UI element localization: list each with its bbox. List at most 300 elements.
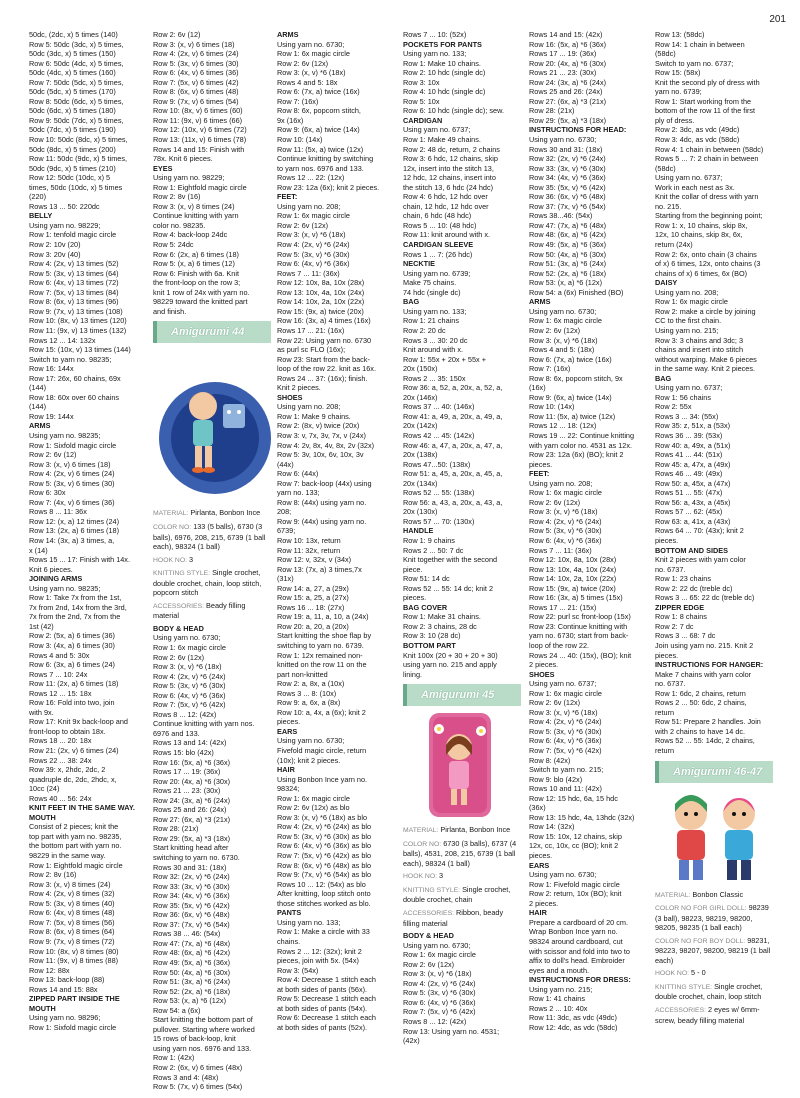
pattern-line: Consist of 2 pieces; knit the	[29, 822, 119, 832]
section-heading: INSTRUCTIONS FOR HANGER:	[655, 660, 764, 670]
pattern-line: Row 6: 10 hdc (single dc); sew.	[403, 106, 504, 116]
materials-info-key: MATERIAL:	[655, 891, 691, 899]
section-heading: CARDIGAN SLEEVE	[403, 240, 474, 250]
pattern-line: Rows 18 ... 20: 18x	[29, 736, 92, 746]
pattern-line: Row 4: (2x, v) *6 (24x)	[153, 671, 226, 681]
pattern-line: Row 5: 50dc (3dc, x) 5 times,	[29, 39, 124, 49]
pattern-line: Row 23: Continue knitting with	[529, 621, 628, 631]
amigurumi-44-photo	[153, 346, 271, 504]
materials-info-value: 133 (5 balls), 6730 (3 balls), 6976, 208, 215, 6739 (1 ball each), 98324 (1 ball)	[153, 521, 266, 552]
pattern-line: Row 3: (x, v) *6 (18x) as blo	[277, 812, 368, 822]
pattern-line: Row 8: (6x, v) 6 times (48)	[153, 87, 239, 97]
pattern-line: Switch to yarn no. 6737;	[655, 58, 734, 68]
pattern-line: Row 11: (9x, v) 13 times (132)	[29, 325, 127, 335]
pattern-line: Row 2: 3 chains, 28 dc	[403, 621, 477, 631]
pattern-line: Row 45: a, 47x, a (49x)	[655, 459, 731, 469]
pattern-line: Row 3: 6 hdc, 12 chains, skip	[403, 154, 498, 164]
pattern-line: Row 51: (3x, a) *6 (24x)	[529, 259, 607, 269]
pattern-line: Row 51: a, 45, a, 20x, a, 45, a,	[403, 469, 503, 479]
materials-info-value: Pirlanta, Bonbon Ince	[440, 825, 511, 835]
pattern-line: Row 12: 10x, 8a, 10x (28x)	[529, 555, 617, 565]
pattern-line: Row 1: 56 chains	[655, 392, 711, 402]
pattern-line: Row 28: (21x)	[529, 106, 575, 116]
pattern-line: 50dc (6dc, x) 5 times (180)	[29, 106, 116, 116]
pattern-line: yarn no. 6739;	[655, 87, 702, 97]
pattern-line: Row 10: (14x)	[277, 135, 323, 145]
pattern-line: Row 10: (8x, v) 13 times (120)	[29, 316, 127, 326]
pattern-line: Row 36: (6x, v) *6 (48x)	[153, 910, 230, 920]
pattern-line: Row 3: (4x, a) 6 times (30)	[29, 641, 115, 650]
pattern-line: Row 2: 6x, onto chain (3 chains	[655, 249, 757, 259]
pattern-line: Using yarn no. 98296;	[29, 1013, 101, 1023]
pattern-line: Row 35: (5x, v) *6 (42x)	[153, 900, 230, 910]
pattern-line: of x) 6 times, 12x, onto chains (3	[655, 259, 761, 269]
materials-info-row	[403, 839, 521, 869]
pattern-line: Row 23: 12a (6x); knit 2 pieces.	[277, 182, 380, 192]
pattern-line: Row 3: (54x)	[277, 965, 319, 975]
pattern-line: Row 13: 15 hdc, 4a, 13hdc (32x)	[529, 812, 635, 822]
pattern-line: Row 2: 20 dc	[403, 325, 446, 335]
pattern-line: Row 34: (4x, v) *6 (36x)	[529, 173, 606, 183]
pattern-line: Using yarn no. 6730;	[277, 39, 345, 49]
section-heading: BAG COVER	[403, 602, 448, 612]
pattern-line: Rows 17 ... 21: (15x)	[529, 602, 597, 612]
materials-info-row	[655, 936, 773, 966]
pattern-line: Row 32: (2x, v) *6 (24x)	[529, 154, 606, 164]
pattern-line: Row 22: purl sc front-loop (15x)	[529, 612, 631, 622]
pattern-line: Row 4: (2x, v) 6 times (24)	[153, 49, 239, 59]
pattern-line: 7x from the 2nd, 7x from the	[29, 612, 121, 622]
pattern-line: Row 4: (2x, v) 8 times (32)	[29, 889, 115, 899]
pattern-line: Rows 17 ... 19: (36x)	[529, 49, 597, 59]
pattern-line: Row 5: (3x, v) 6 times (30)	[153, 58, 239, 68]
pattern-line: Row 11: 3dc, as vdc (49dc)	[529, 1013, 617, 1023]
pattern-line: Rows 4 and 5: 18x	[277, 77, 338, 87]
pattern-line: Start knitting the bottom part of	[153, 1015, 253, 1025]
materials-info-value: Bonbon Classic	[692, 889, 744, 899]
pattern-line: Rows 52 ... 55: (138x)	[403, 488, 475, 498]
pattern-line: Row 1: tenfold magic circle	[29, 230, 117, 240]
pattern-line: chains of x) 6 times, 6x (BO)	[655, 268, 748, 278]
pattern-line: Row 24: (3x, a) *6 (24x)	[153, 795, 231, 805]
pattern-line: 50dc, (2dc, x) 5 times (140)	[29, 30, 118, 39]
pattern-line: Row 2: 6v (12)	[29, 450, 77, 460]
pattern-line: Rows 64 ... 70: (43x); knit 2	[655, 526, 744, 536]
materials-info-value: 3	[439, 871, 444, 881]
amigurumi-section-banner: Amigurumi 44	[153, 321, 271, 343]
pattern-line: Row 7: (5x, v) *6 (42x)	[403, 1007, 476, 1017]
section-heading: HAIR	[529, 908, 547, 918]
pattern-line: Row 6: 50dc (4dc, x) 5 times,	[29, 58, 124, 68]
pattern-line: Knit together with the second	[403, 555, 498, 565]
pattern-line: Row 6: (4x, v) 6 times (36)	[153, 68, 239, 78]
pattern-line: Row 1: Make 10 chains.	[403, 58, 481, 68]
pattern-line: Row 2: make a circle by joining	[655, 306, 756, 316]
materials-info-key: ACCESSORIES:	[153, 602, 204, 610]
pattern-line: part non-knitted	[277, 669, 328, 679]
pattern-line: Rows 3 ... 34: (55x)	[655, 411, 719, 421]
pattern-line: Row 9: blo (42x)	[529, 774, 583, 784]
pattern-line: Row 1: 6x magic circle	[277, 793, 350, 803]
pattern-line: Row 29: (5x, a) *3 (18x)	[529, 115, 607, 125]
materials-info-value: 98239 (3 ball), 98223, 98219, 98200, 98205, 98235 (1 ball each)	[655, 903, 769, 933]
pattern-line: Row 10: (14x)	[529, 402, 575, 412]
pattern-line: Row 2: 10v (20)	[29, 240, 81, 250]
pattern-line: Row 1: 9 chains	[403, 535, 455, 545]
pattern-line: Row 46: a, 47, a, 20x, a, 47, a,	[403, 440, 503, 450]
pattern-line: Row 1: 21 chains	[403, 316, 459, 326]
pattern-line: Row 5: (3x, v) 13 times (64)	[29, 268, 119, 278]
pattern-line: Using yarn no. 215;	[529, 984, 593, 994]
pattern-line: Row 15: (58x)	[655, 68, 701, 78]
materials-info-row	[403, 871, 521, 882]
section-heading: BODY & HEAD	[153, 623, 204, 633]
pattern-line: Row 1: 41 chains	[529, 994, 585, 1004]
pattern-line: knit 1 row of 24x with yarn no.	[153, 287, 250, 297]
pattern-line: Row 12: 15 hdc, 6a, 15 hdc	[529, 793, 618, 803]
pattern-line: pieces.	[529, 851, 553, 861]
pattern-line: Row 3: (x, v) *6 (18x)	[277, 230, 346, 240]
pattern-line: Knit 100x (20 + 30 + 20 + 30)	[403, 650, 498, 660]
pattern-line: Row 5: (3x, v) *6 (30x)	[529, 726, 602, 736]
pattern-line: Row 5: (3x, v) *6 (30x)	[529, 526, 602, 536]
pattern-line: Row 3: (x, v) *6 (18x)	[529, 707, 598, 717]
pattern-line: Rows 5 ... 10: (48 hdc)	[403, 220, 477, 230]
section-heading: ARMS	[529, 297, 551, 307]
pattern-line: Rows 30 and 31: (18x)	[153, 862, 227, 872]
pattern-line: Row 5: (x, a) 6 times (12)	[153, 259, 235, 269]
pattern-line: Row 9: a, 6x, a (8x)	[277, 698, 341, 708]
pattern-line: return	[655, 707, 675, 717]
pattern-line: Row 1: 6x magic circle	[277, 49, 350, 59]
pattern-line: Row 1: (42x)	[153, 1053, 195, 1063]
materials-info-value: 2 eyes w/ 6mm-screw, beady filling material	[655, 1005, 760, 1025]
pattern-line: ply of dress.	[655, 115, 695, 125]
pattern-line: 98324 around cardboard, cut	[529, 936, 623, 946]
pattern-line: Row 13: (11x, v) 6 times (78)	[153, 135, 247, 145]
pattern-line: 50dc (7dc, x) 5 times (190)	[29, 125, 116, 135]
pattern-line: Rows 30 and 31: (18x)	[529, 144, 603, 154]
pattern-line: Row 7: (4x, v) 6 times (36)	[29, 497, 115, 507]
pattern-line: front-loop to obtain 18x.	[29, 726, 106, 736]
pattern-line: Knit around with x.	[403, 345, 464, 355]
pattern-line: return	[655, 746, 675, 756]
pattern-line: Row 11: 32x, return	[277, 545, 341, 555]
pattern-line: Row 3: 10x	[403, 77, 440, 87]
pattern-line: Row 14: (3x, a) 3 times, a,	[29, 535, 115, 545]
pattern-line: 20x (130x)	[403, 507, 438, 517]
section-heading: PANTS	[277, 908, 302, 918]
pattern-line: Row 48: (6x, a) *6 (42x)	[153, 948, 231, 958]
materials-info-value: Single crochet, double crochet, chain, loop stitch	[655, 981, 763, 1002]
pattern-line: Row 2: 8v (16)	[29, 870, 77, 880]
pattern-line: Rows 12 ... 18: (12x)	[529, 421, 597, 431]
pattern-line: Row 2: 3dc, as vdc (49dc)	[655, 125, 740, 135]
pattern-line: Rows 21 ... 23: (30x)	[529, 68, 597, 78]
section-heading: BAG	[655, 373, 672, 383]
pattern-line: 50dc (9dc, x) 5 times (210)	[29, 163, 116, 173]
pattern-line: Row 1: Take 7x from the 1st,	[29, 593, 122, 603]
pattern-line: Row 1: Sixfold magic circle	[29, 1022, 117, 1032]
materials-info-value: Single crochet, double crochet, chain	[403, 884, 511, 905]
pattern-line: Row 13: (2x, a) 6 times (18)	[29, 526, 120, 536]
section-heading: BODY & HEAD	[403, 931, 454, 941]
pattern-line: Start knitting head after	[153, 843, 229, 853]
pattern-line: Row 1: 12x remained non-	[277, 650, 363, 660]
pattern-line: Row 9: (44x) using yarn no.	[277, 516, 367, 526]
pattern-line: pieces.	[529, 459, 553, 469]
pattern-line: times, 50dc (10dc, x) 5 times	[29, 182, 123, 192]
pattern-line: Row 20: (4x, a) *6 (30x)	[153, 776, 231, 786]
pattern-line: Row 2: 8v (16)	[153, 192, 201, 202]
pattern-line: Row 2: a, 8x, a (10x)	[277, 679, 345, 689]
pattern-line: 2 pieces.	[529, 898, 559, 908]
pattern-line: Using yarn no. 98229;	[29, 220, 101, 230]
pattern-line: Row 2: 6v (12x)	[529, 698, 581, 708]
pattern-line: with yarn color no. 4531 as 12x.	[529, 440, 633, 450]
pattern-line: Using yarn no. 6730;	[403, 940, 471, 950]
pattern-line: Row 15: a, 25, a (27x)	[277, 593, 349, 603]
pattern-line: Row 14: a, 27, a (29x)	[277, 583, 349, 593]
pattern-line: 12x, cc, 10x, cc (BO); knit 2	[529, 841, 619, 851]
pattern-line: Row 14: (32x)	[529, 822, 575, 832]
materials-info-row	[655, 1005, 773, 1025]
pattern-line: Rows 17 ... 19: (36x)	[153, 767, 221, 777]
pattern-line: Rows 13 and 14: (42x)	[153, 738, 227, 748]
pattern-line: Row 4: Decrease 1 stitch each	[277, 975, 376, 985]
pattern-line: Rows 13 ... 50: 220dc	[29, 201, 100, 211]
materials-info-key: COLOR NO:	[153, 523, 192, 531]
pattern-line: Row 13: (7x, a) 3 times,7x	[277, 564, 362, 574]
pattern-line: Row 27: (6x, a) *3 (21x)	[153, 814, 231, 824]
pattern-line: Using yarn no. 6737;	[403, 125, 471, 135]
pattern-line: Row 7: 50dc (5dc, x) 5 times,	[29, 77, 124, 87]
pattern-line: Using yarn no. 6730;	[277, 736, 345, 746]
pattern-line: Row 33: (3x, v) *6 (30x)	[153, 881, 230, 891]
pattern-line: Row 51: (3x, a) *6 (24x)	[153, 977, 231, 987]
pattern-line: Row 1: Sixfold magic circle	[29, 440, 117, 450]
amigurumi-section-banner: Amigurumi 45	[403, 684, 521, 706]
column-2	[153, 30, 271, 1094]
pattern-line: Row 14: 1 chain in between	[655, 39, 745, 49]
pattern-line: Using yarn no. 215;	[655, 325, 719, 335]
pattern-line: Wrap Bonbon Ince yarn no.	[529, 927, 618, 937]
pattern-line: Row 6: (4x, v) *6 (36x)	[277, 259, 350, 269]
pattern-line: Row 16: Fold into two, join	[29, 698, 115, 708]
pattern-line: Row 12: (10x, v) 6 times (72)	[153, 125, 247, 135]
materials-info-row	[153, 508, 271, 519]
materials-info-row	[655, 968, 773, 979]
materials-info-row	[655, 903, 773, 933]
pattern-line: 50dc (8dc, x) 5 times (200)	[29, 144, 116, 154]
pattern-line: Make 75 chains.	[403, 278, 457, 288]
pattern-line: Start knitting the shoe flap by	[277, 631, 372, 641]
pattern-line: (36x)	[529, 803, 546, 813]
pattern-line: Row 35: z, 51x, a (53x)	[655, 421, 731, 431]
section-heading: HANDLE	[403, 526, 434, 536]
section-heading: BOTTOM AND SIDES	[655, 545, 728, 555]
section-heading: DAISY	[655, 278, 678, 288]
pattern-line: chains.	[277, 936, 301, 946]
pattern-line: Row 5: (7x, v) 6 times (54x)	[153, 1082, 243, 1092]
pattern-line: Row 12: 88x	[29, 965, 70, 975]
materials-info-value: 6730 (3 balls), 6737 (4 balls), 4531, 208, 215, 6739 (1 ball each), 98324 (1 ball)	[403, 838, 517, 868]
pattern-line: Rows 14 and 15: (42x)	[529, 30, 603, 39]
materials-info-key: ACCESSORIES:	[655, 1007, 706, 1015]
pattern-line: at both sides of pants (52x).	[277, 1022, 368, 1032]
pattern-line: Row 3: (x, v) 6 times (18)	[29, 459, 111, 469]
pattern-line: Using yarn no. 98229;	[153, 173, 225, 183]
pattern-line: Rows 40 ... 56: 24x	[29, 793, 92, 803]
pattern-line: Row 1: Start working from the	[655, 96, 752, 106]
pattern-line: Row 2: 6v (12x)	[529, 497, 581, 507]
pattern-line: Row 6: (3x, a) 6 times (24)	[29, 660, 115, 670]
pattern-line: 98324;	[277, 784, 300, 794]
pattern-line: Rows 15: blo (42x)	[153, 747, 214, 757]
pattern-line: Rows 1 ... 7: (26 hdc)	[403, 249, 473, 259]
pattern-line: the bottom part with yarn no.	[29, 841, 122, 851]
section-heading: SHOES	[277, 392, 303, 402]
pattern-line: Row 4: 2v, 8x, 4v, 8x, 2v (32x)	[277, 440, 375, 450]
pattern-line: Row 15: (9x, a) twice (20x)	[277, 306, 364, 316]
pattern-line: with 2 chains to have 14 dc.	[655, 726, 746, 736]
pattern-line: Row 11: (5x, a) twice (12x)	[277, 144, 364, 154]
pattern-line: Row 1: Make 31 chains.	[403, 612, 481, 622]
pattern-line: Row 7: (5x, v) *6 (42x)	[529, 746, 602, 756]
pattern-line: Row 1: 6x magic circle	[153, 642, 226, 652]
pattern-line: Fivefold magic circle, return	[277, 746, 367, 756]
pattern-line: Row 4: back-loop 24dc	[153, 230, 228, 240]
pattern-line: Row 2: 10 hdc (single dc)	[403, 68, 486, 78]
materials-info-key: MATERIAL:	[403, 827, 439, 835]
pattern-line: Row 9: (6x, a) twice (14x)	[529, 392, 612, 402]
pattern-line: Row 6: 30x	[29, 488, 66, 498]
pattern-line: Row 50: (4x, a) *6 (30x)	[153, 967, 231, 977]
pattern-line: Row 21: (2x, v) 6 times (24)	[29, 746, 119, 756]
pattern-line: Row 2: 48 dc, return, 2 chains	[403, 144, 500, 154]
pattern-line: pieces.	[655, 650, 679, 660]
pattern-line: Row 11: (5x, a) twice (12x)	[529, 411, 616, 421]
pattern-line: return (24x)	[655, 240, 693, 250]
pattern-line: Row 8: 50dc (6dc, x) 5 times,	[29, 96, 124, 106]
pattern-line: Row 19: a, 11, a, 10, a (24x)	[277, 612, 369, 622]
pattern-line: 20x (134x)	[403, 478, 438, 488]
materials-info-value: 98231, 98223, 98207, 98200, 98219 (1 ball each)	[655, 935, 771, 965]
pattern-line: Row 4: (2x, v) *6 (24x) as blo	[277, 822, 372, 832]
section-heading: FEET:	[529, 469, 550, 479]
pattern-line: at both sides of pants (54x).	[277, 1003, 368, 1013]
pattern-line: Switch to yarn no. 215;	[529, 765, 604, 775]
pattern-line: Row 5: 10x	[403, 96, 440, 106]
materials-info-row	[655, 982, 773, 1002]
pattern-line: Continue knitting by switching	[277, 154, 374, 164]
pattern-line: Row 48: (6x, a) *6 (42x)	[529, 230, 607, 240]
pattern-line: Row 2: (5x, a) 6 times (36)	[29, 631, 115, 641]
pattern-line: Row 34: (4x, v) *6 (36x)	[153, 891, 230, 901]
section-heading: CARDIGAN	[403, 115, 443, 125]
pattern-line: Row 2: 55x	[655, 402, 692, 412]
pattern-line: Row 49: (5x, a) *6 (36x)	[529, 240, 607, 250]
pattern-line: Row 3: (x, v) 6 times (18)	[153, 39, 235, 49]
pattern-line: Rows 12 ... 15: 18x	[29, 688, 92, 698]
pattern-line: Rows 7 ... 11: (36x)	[529, 545, 592, 555]
pattern-line: Rows 24 ... 40: (15x), (BO); knit	[529, 650, 632, 660]
pattern-line: Row 12: v, 32x, v (34x)	[277, 555, 352, 565]
pattern-line: Row 6: (2x, a) 6 times (18)	[153, 249, 239, 259]
pattern-line: Row 15: 10x, 12 chains, skip	[529, 831, 622, 841]
pattern-line: Row 16: (5x, a) *6 (36x)	[153, 757, 231, 767]
pattern-line: Row 23: Start from the back-	[277, 354, 370, 364]
pattern-line: Row 3: 10 (28 dc)	[403, 631, 461, 641]
pattern-line: Rows 7 ... 10: (52x)	[403, 30, 467, 39]
pattern-line: Row 3: (x, v) *6 (18x)	[529, 335, 598, 345]
pattern-line: Row 4: (2x, v) *6 (24x)	[529, 717, 602, 727]
pattern-line: Using yarn no. 6730;	[529, 870, 597, 880]
pattern-line: loop of the row 22. knit as 16x.	[277, 364, 376, 374]
amigurumi-45-photo-illustration	[403, 709, 521, 821]
materials-info-value: 3	[189, 554, 194, 564]
pattern-line: Row 1: Eightfold magic circle	[29, 860, 123, 870]
pattern-line: using yarn nos. 6976 and 133.	[153, 1043, 252, 1053]
pattern-line: Row 50: (4x, a) *6 (30x)	[529, 249, 607, 259]
pattern-line: Using yarn no. 208;	[277, 402, 341, 412]
pattern-line: Using yarn no. 6730;	[153, 633, 221, 643]
pattern-line: Rows 41 ... 44: (51x)	[655, 450, 723, 460]
pattern-line: the front-loop on the row 3;	[153, 278, 241, 288]
materials-info-key: KNITTING STYLE:	[403, 886, 461, 894]
materials-info-key: COLOR NO FOR GIRL DOLL:	[655, 905, 747, 913]
pattern-line: Row 5: (3x, v) *6 (30x) as blo	[277, 831, 372, 841]
pattern-line: Rows 12 ... 14: 132x	[29, 335, 96, 345]
pattern-line: 12 hdc, 12 chains, insert into	[403, 173, 496, 183]
pattern-line: Using yarn no. 6730;	[529, 135, 597, 145]
pattern-line: Row 4: 1 chain in between (58dc)	[655, 144, 764, 154]
amigurumi-44-photo-illustration	[153, 346, 271, 504]
pattern-line: pieces.	[403, 593, 427, 603]
pattern-line: Row 13: (58dc)	[655, 30, 705, 39]
pattern-line: Row 32: (2x, v) *6 (24x)	[153, 872, 230, 882]
pattern-line: Row 15: (9x, a) twice (20x)	[529, 583, 616, 593]
pattern-line: Prepare a cardboard of 20 cm.	[529, 917, 628, 927]
pattern-line: Row 13: back-loop (88)	[29, 975, 105, 985]
column-3	[277, 30, 395, 1094]
pattern-line: as purl sc FLO (16x);	[277, 345, 346, 355]
pattern-line: Rows 3 ... 30: 20 dc	[403, 335, 468, 345]
materials-info-key: COLOR NO FOR BOY DOLL:	[655, 937, 746, 945]
pattern-line: pieces.	[277, 717, 301, 727]
pattern-line: Row 23: 12a (6x) (BO); knit 2	[529, 450, 624, 460]
section-heading: BOTTOM PART	[403, 641, 456, 650]
column-5	[529, 30, 647, 1094]
pattern-line: Row 28: (21x)	[153, 824, 199, 834]
pattern-line: CC to the first chain.	[655, 316, 722, 326]
pattern-line: Join using yarn no. 215. Knit 2	[655, 641, 754, 650]
pattern-line: Continue knitting with yarn	[153, 211, 239, 221]
pattern-line: Row 6: (4x, v) *6 (36x) as blo	[277, 841, 372, 851]
pattern-line: in the same way. Knit 2 pieces.	[655, 364, 756, 374]
pattern-line: Row 12: (x, a) 12 times (24)	[29, 516, 120, 526]
pattern-line: Row 13: 10x, 4a, 10x (24x)	[277, 287, 365, 297]
section-heading: INSTRUCTIONS FOR DRESS:	[529, 975, 631, 985]
materials-info-row	[153, 522, 271, 552]
pattern-line: Row 1: 6x magic circle	[403, 950, 476, 960]
pattern-line: Row 50: a, 45x, a (47x)	[655, 478, 731, 488]
materials-info-key: MATERIAL:	[153, 510, 189, 518]
pattern-line: pieces.	[655, 535, 679, 545]
amigurumi-46-47-photo	[655, 786, 773, 886]
pattern-line: Rows 14 and 15: 88x	[29, 984, 98, 994]
pattern-line: Rows 46 ... 49: (49x)	[655, 469, 723, 479]
